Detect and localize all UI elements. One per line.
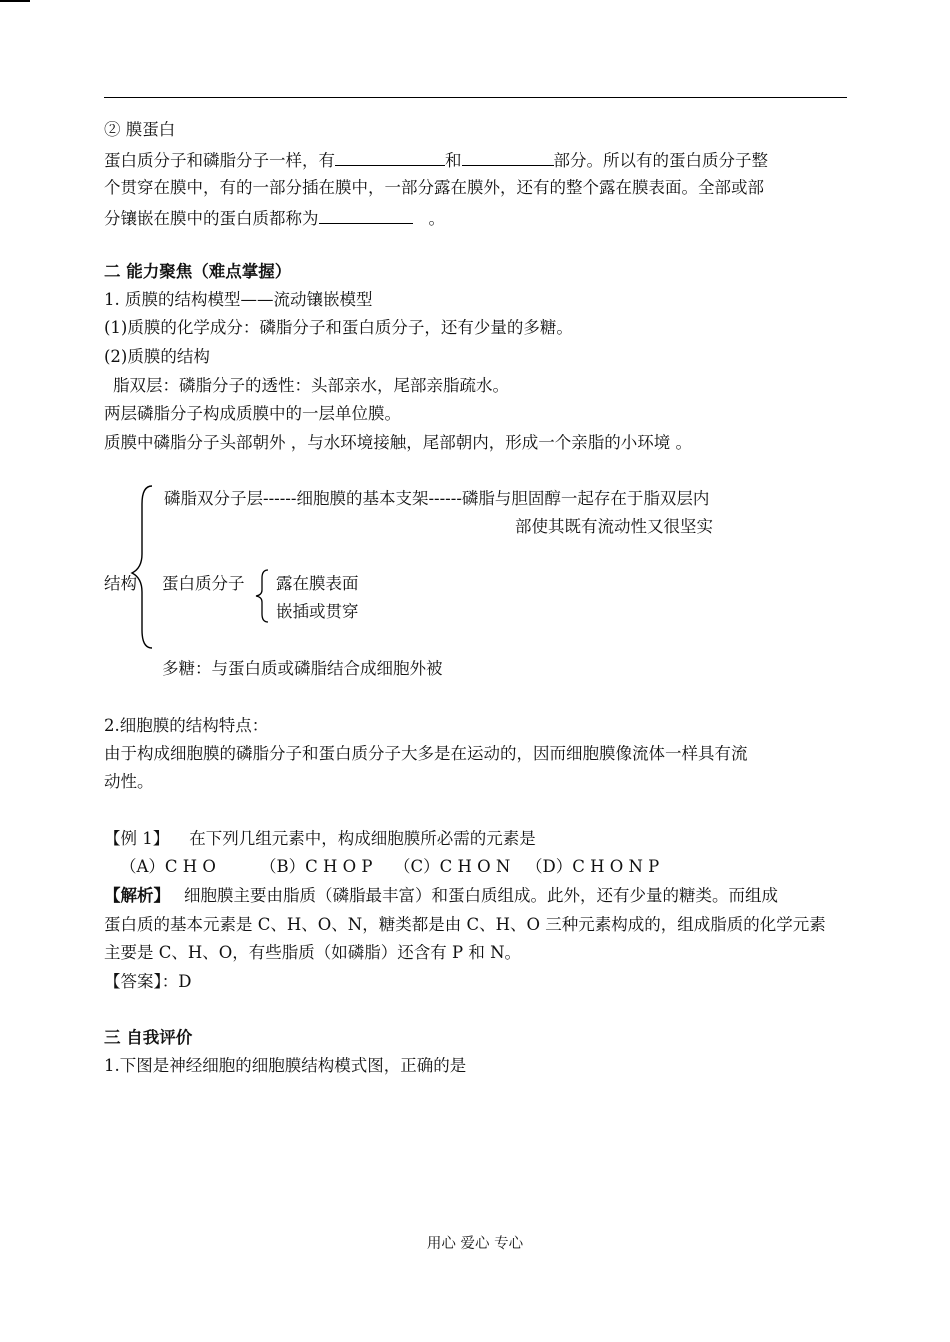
- fill-blank-3[interactable]: [319, 207, 413, 224]
- section2-p3: (2)质膜的结构: [104, 347, 210, 366]
- section2-p2: (1)质膜的化学成分：磷脂分子和蛋白质分子，还有少量的多糖。: [104, 318, 573, 337]
- branch2-sub1: 露在膜表面: [276, 574, 359, 593]
- membrane-protein-heading: ② 膜蛋白: [104, 120, 176, 139]
- example1-option-b: （B）C H O P: [260, 857, 373, 876]
- section2-p5: 两层磷脂分子构成质膜中的一层单位膜。: [104, 404, 401, 423]
- structure-root-label: 结构: [104, 574, 137, 593]
- section3-q1: 1.下图是神经细胞的细胞膜结构模式图，正确的是: [104, 1056, 467, 1075]
- analysis-line3: 主要是 C、H、O，有些脂质（如磷脂）还含有 P 和 N。: [104, 943, 522, 962]
- fill-blank-2[interactable]: [462, 149, 554, 166]
- feature-line2: 动性。: [104, 772, 154, 791]
- line1-text-c: 部分。所以有的蛋白质分子整: [553, 151, 768, 170]
- analysis-line1-text: 细胞膜主要由脂质（磷脂最丰富）和蛋白质组成。此外，还有少量的糖类。而组成: [184, 886, 778, 905]
- membrane-protein-line3: [104, 207, 445, 229]
- branch3-label: 多糖：与蛋白质或磷脂结合成细胞外被: [162, 659, 443, 678]
- line3-text-a: 分镶嵌在膜中的蛋白质都称为: [104, 209, 319, 228]
- example1-option-d: （D）C H O N P: [526, 857, 660, 876]
- membrane-protein-line1: [104, 149, 768, 171]
- line1-text-a: 蛋白质分子和磷脂分子一样，有: [104, 151, 335, 170]
- example1-option-c: （C）C H O N: [394, 857, 511, 876]
- branch1-line1: 磷脂双分子层------细胞膜的基本支架------磷脂与胆固醇一起存在于脂双层内: [164, 489, 710, 508]
- branch2-sub2: 嵌插或贯穿: [276, 602, 359, 621]
- section2-p1: 1. 质膜的结构模型——流动镶嵌模型: [104, 290, 373, 309]
- example1-option-a: （A）C H O: [120, 857, 216, 876]
- header-rule: [104, 97, 847, 98]
- fill-blank-1[interactable]: [335, 149, 445, 166]
- sub-brace-icon: [254, 568, 270, 624]
- example1-question-text: 在下列几组元素中，构成细胞膜所必需的元素是: [189, 829, 536, 848]
- feature-title: 2.细胞膜的结构特点：: [104, 716, 269, 735]
- page-footer: 用心 爱心 专心: [426, 1236, 524, 1252]
- line3-text-b: 。: [428, 209, 445, 228]
- section2-title: 二 能力聚焦（难点掌握）: [104, 262, 292, 281]
- analysis-label: 【解析】: [104, 886, 170, 905]
- example1-label: 【例 1】: [104, 829, 170, 848]
- example1-question: [104, 829, 536, 849]
- section2-p6: 质膜中磷脂分子头部朝外 ，与水环境接触，尾部朝内，形成一个亲脂的小环境 。: [104, 433, 692, 452]
- example1-answer: 【答案】：D: [104, 972, 192, 991]
- section3-title: 三 自我评价: [104, 1028, 193, 1047]
- membrane-protein-line2: 个贯穿在膜中，有的一部分插在膜中，一部分露在膜外，还有的整个露在膜表面。全部或部: [104, 178, 764, 197]
- section2-p4: 脂双层：磷脂分子的透性：头部亲水，尾部亲脂疏水。: [113, 376, 509, 395]
- line1-text-b: 和: [445, 151, 462, 170]
- branch1-line2: 部使其既有流动性又很坚实: [515, 517, 713, 536]
- main-brace-icon: [128, 484, 158, 650]
- analysis-line2: 蛋白质的基本元素是 C、H、O、N，糖类都是由 C、H、O 三种元素构成的，组成脂质的化学元素: [104, 915, 826, 934]
- corner-mark: [0, 0, 30, 2]
- feature-line1: 由于构成细胞膜的磷脂分子和蛋白质分子大多是在运动的，因而细胞膜像流体一样具有流: [104, 744, 748, 763]
- analysis-line1: [104, 886, 778, 906]
- branch2-label: 蛋白质分子: [162, 574, 245, 593]
